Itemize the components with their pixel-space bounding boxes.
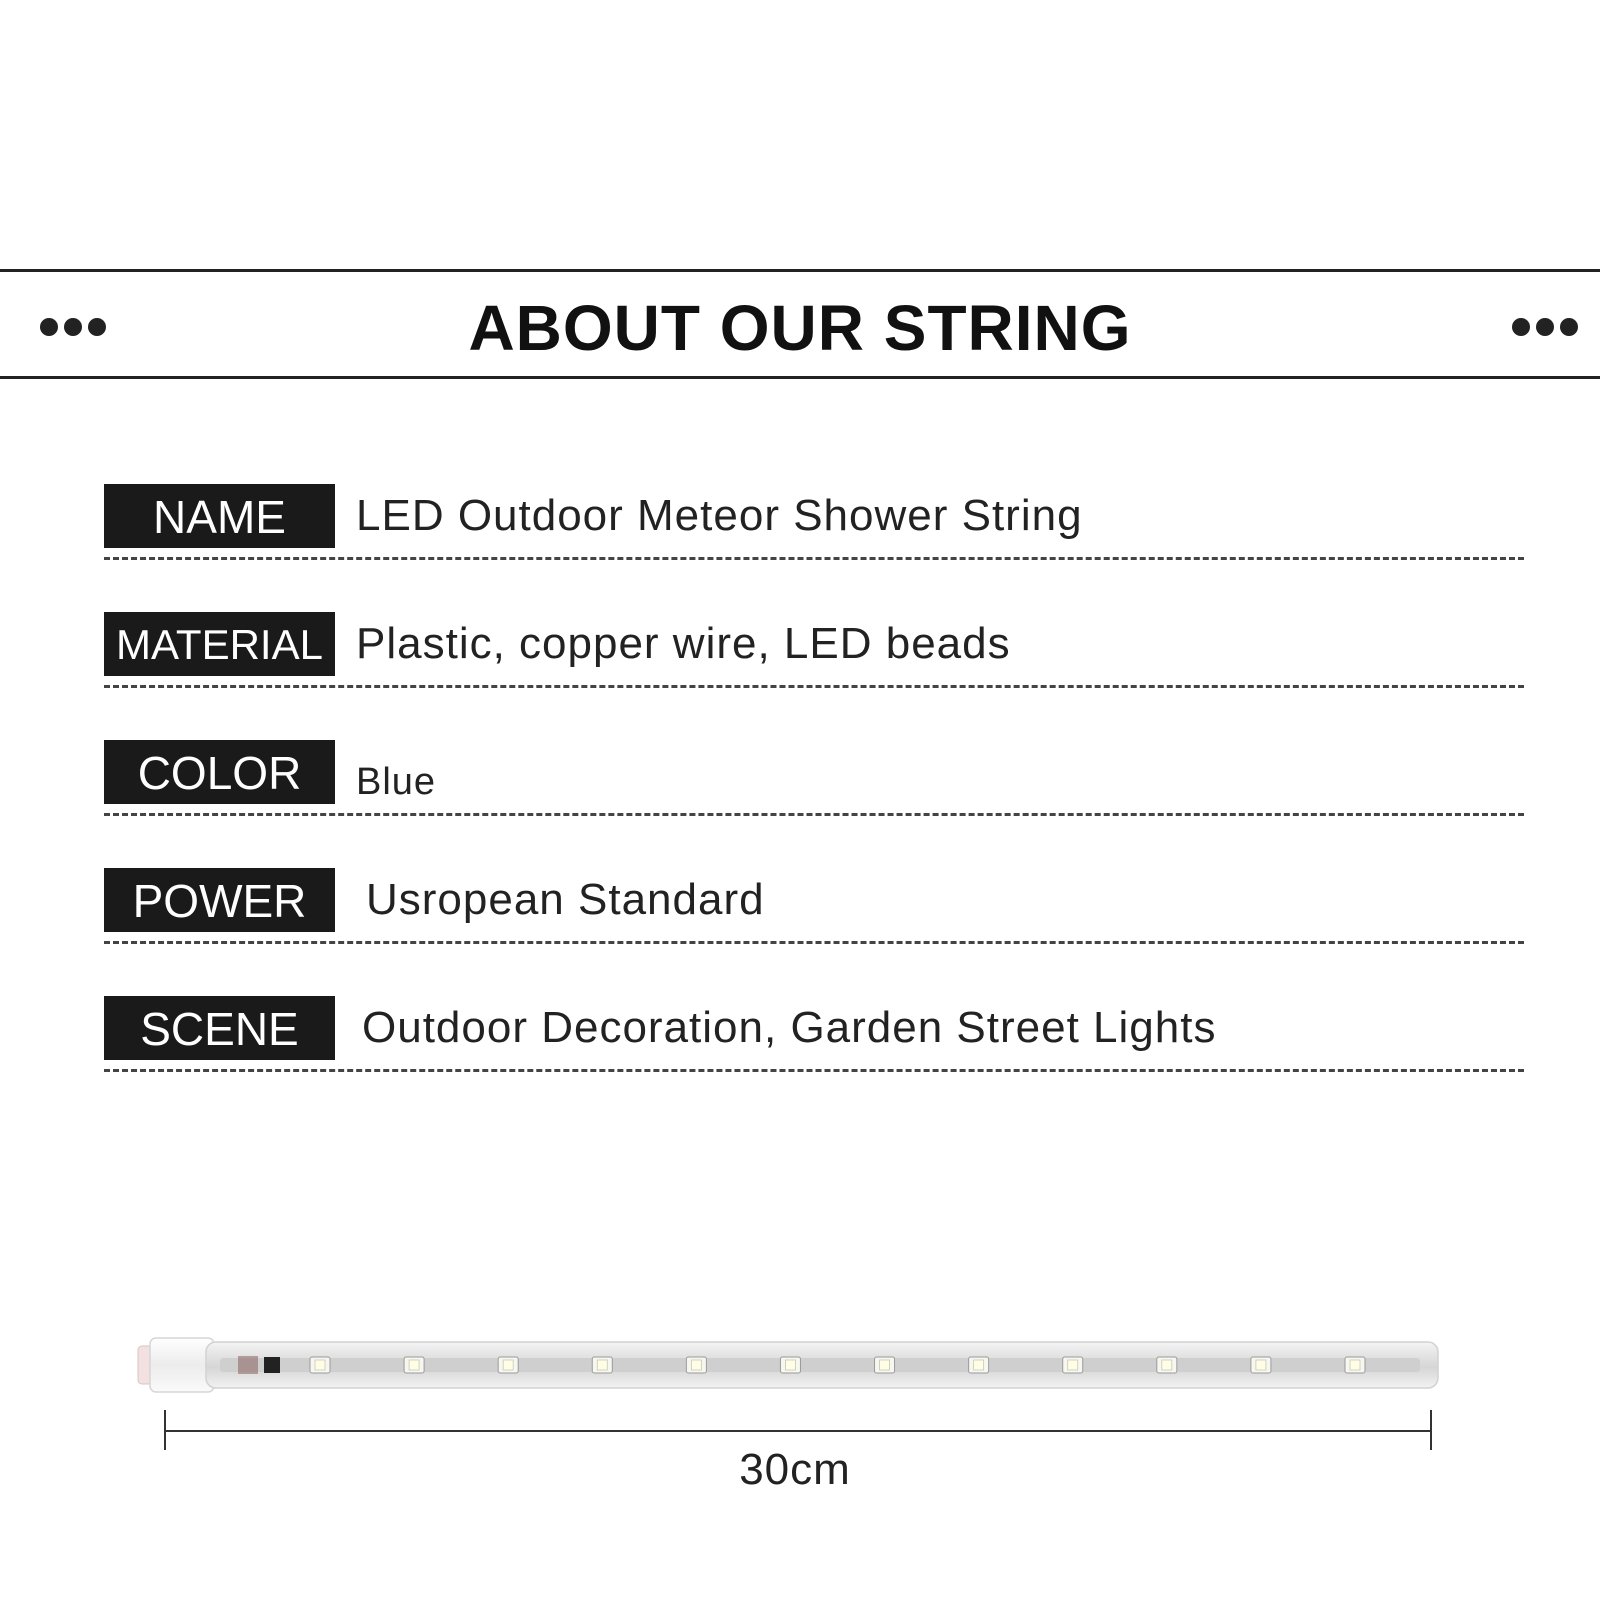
spec-row-power [104,868,1524,958]
ellipsis-decoration-right [1512,318,1582,340]
spec-label: COLOR [104,740,335,804]
dashed-divider [104,685,1524,688]
chip-icon [264,1357,280,1373]
dashed-divider [104,1069,1524,1072]
led-lens [785,1360,795,1370]
dashed-divider [104,557,1524,560]
spec-label: MATERIAL [104,612,335,676]
dashed-divider [104,941,1524,944]
led-tube-image [130,1330,1460,1410]
led-lens [1256,1360,1266,1370]
led-lens [880,1360,890,1370]
spec-label: SCENE [104,996,335,1060]
spec-value: Plastic, copper wire, LED beads [356,619,1011,668]
spec-label: POWER [104,868,335,932]
spec-row-name [104,484,1524,574]
led-lens [691,1360,701,1370]
header-bottom-rule [0,376,1600,379]
solder-joint [238,1356,258,1374]
length-label: 30cm [739,1445,851,1494]
dot-icon [1560,318,1578,336]
spec-value: LED Outdoor Meteor Shower String [356,491,1083,540]
product-illustration [130,1330,1460,1494]
page-title: ABOUT OUR STRING [468,292,1132,364]
spec-value: Blue [356,761,437,803]
spec-value: Usropean Standard [366,875,765,924]
end-cap [150,1338,214,1392]
led-lens [315,1360,325,1370]
spec-row-color [104,740,1524,830]
led-lens [597,1360,607,1370]
header-top-rule [0,269,1600,272]
dashed-divider [104,813,1524,816]
led-lens [503,1360,513,1370]
led-lens [1350,1360,1360,1370]
spec-value: Outdoor Decoration, Garden Street Lights [362,1003,1217,1052]
dot-icon [1512,318,1530,336]
led-lens [1068,1360,1078,1370]
dimension-line [166,1430,1430,1432]
led-lens [409,1360,419,1370]
dot-icon [1536,318,1554,336]
spec-row-scene [104,996,1524,1086]
led-lens [974,1360,984,1370]
spec-label: NAME [104,484,335,548]
led-lens [1162,1360,1172,1370]
spec-row-material [104,612,1524,702]
circuit-board [220,1358,1420,1372]
